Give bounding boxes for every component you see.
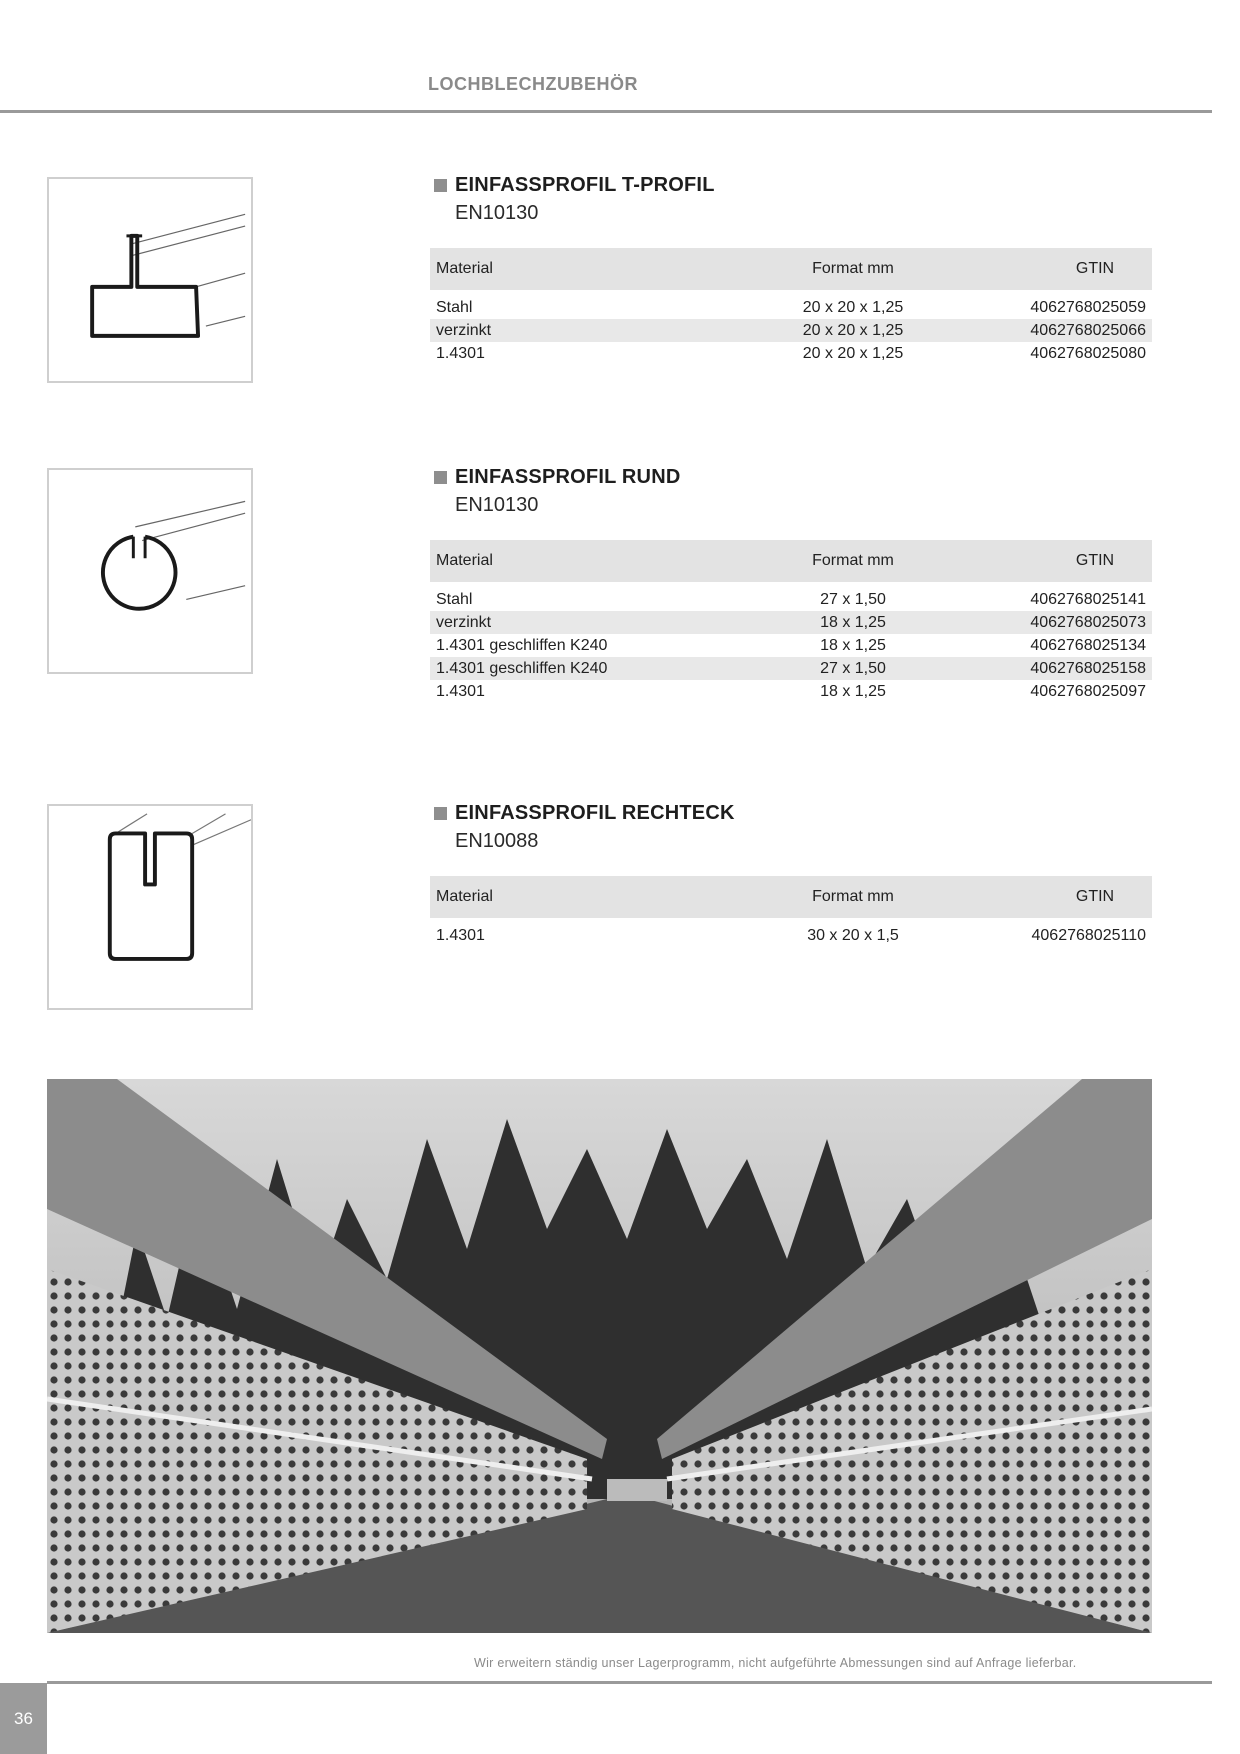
cell-format: 30 x 20 x 1,5 [807, 926, 899, 944]
page-header-title: LOCHBLECHZUBEHÖR [428, 74, 638, 94]
cell-format: 20 x 20 x 1,25 [742, 319, 964, 342]
section-marker [434, 807, 447, 820]
spec-table [430, 540, 1152, 703]
cell-material: 1.4301 geschliffen K240 [430, 657, 742, 680]
cell-gtin: 4062768025073 [964, 611, 1152, 634]
cell-gtin: 4062768025110 [1031, 926, 1146, 944]
cell-gtin: 4062768025097 [1030, 682, 1146, 700]
spec-table [430, 876, 1152, 947]
column-header-format: Format mm [742, 540, 964, 582]
section-marker [434, 179, 447, 192]
cell-format: 18 x 1,25 [742, 611, 964, 634]
cell-material: Stahl [436, 298, 473, 316]
t-profile-drawing [47, 177, 253, 383]
cell-gtin: 4062768025066 [964, 319, 1152, 342]
table-row [430, 611, 1152, 634]
header-divider [0, 110, 1212, 113]
cell-material: verzinkt [430, 611, 742, 634]
column-header-gtin: GTIN [964, 248, 1152, 290]
column-header-format: Format mm [742, 248, 964, 290]
cell-gtin: 4062768025158 [964, 657, 1152, 680]
section-rectangle-profile [430, 800, 1152, 947]
column-header-material: Material [430, 248, 742, 290]
section-norm: EN10130 [455, 202, 539, 224]
section-round-profile [430, 464, 1152, 703]
column-header-gtin: GTIN [964, 540, 1152, 582]
table-row [430, 634, 1152, 657]
cell-material: 1.4301 [436, 344, 485, 362]
cell-format: 18 x 1,25 [820, 636, 886, 654]
cell-gtin: 4062768025134 [1030, 636, 1146, 654]
bridge-photo [47, 1079, 1152, 1633]
cell-format: 20 x 20 x 1,25 [802, 298, 904, 316]
rectangle-profile-drawing [47, 804, 253, 1010]
column-header-material: Material [430, 876, 742, 918]
cell-gtin: 4062768025080 [1030, 344, 1146, 362]
cell-material: 1.4301 [436, 682, 485, 700]
section-marker [434, 471, 447, 484]
table-row [430, 924, 1152, 947]
section-title: EINFASSPROFIL RECHTECK [455, 801, 735, 824]
table-row [430, 342, 1152, 365]
table-row [430, 657, 1152, 680]
cell-material: verzinkt [430, 319, 742, 342]
cell-format: 20 x 20 x 1,25 [802, 344, 904, 362]
round-profile-drawing [47, 468, 253, 674]
cell-gtin: 4062768025059 [1030, 298, 1146, 316]
column-header-format: Format mm [742, 876, 964, 918]
cell-format: 18 x 1,25 [820, 682, 886, 700]
cell-material: 1.4301 geschliffen K240 [436, 636, 608, 654]
section-title: EINFASSPROFIL RUND [455, 465, 681, 488]
table-row [430, 319, 1152, 342]
footer-note: Wir erweitern ständig unser Lagerprogramm, nicht aufgeführte Abmessungen sind auf Anfrage lieferbar. [474, 1656, 1077, 1670]
section-norm: EN10130 [455, 494, 539, 516]
table-row [430, 680, 1152, 703]
column-header-gtin: GTIN [964, 876, 1152, 918]
section-norm: EN10088 [455, 830, 539, 852]
cell-format: 27 x 1,50 [742, 657, 964, 680]
section-t-profile [430, 172, 1152, 365]
page-number: 36 [0, 1683, 47, 1754]
cell-gtin: 4062768025141 [1030, 590, 1146, 608]
section-title: EINFASSPROFIL T-PROFIL [455, 173, 715, 196]
footer-divider [47, 1681, 1212, 1684]
table-row [430, 588, 1152, 611]
cell-material: Stahl [436, 590, 473, 608]
table-row [430, 296, 1152, 319]
cell-material: 1.4301 [436, 926, 485, 944]
spec-table [430, 248, 1152, 365]
column-header-material: Material [430, 540, 742, 582]
cell-format: 27 x 1,50 [820, 590, 886, 608]
